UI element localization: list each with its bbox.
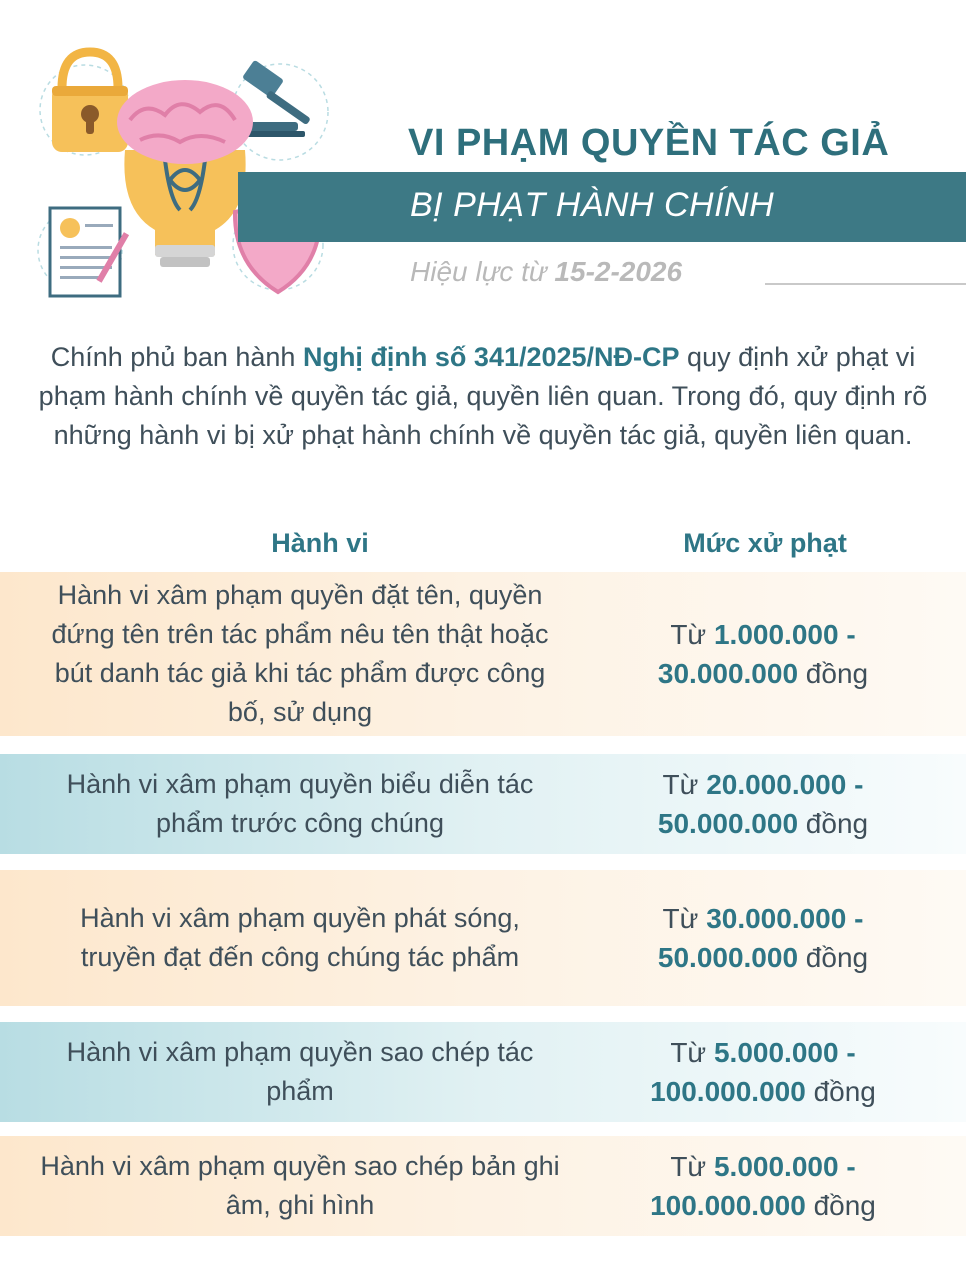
decree-number: Nghị định số 341/2025/NĐ-CP <box>302 342 680 372</box>
behavior-cell: Hành vi xâm phạm quyền biểu diễn tác phẩm trước công chúng <box>66 769 534 838</box>
page-subtitle: BỊ PHẠT HÀNH CHÍNH <box>410 186 775 224</box>
padlock-icon <box>52 52 128 152</box>
currency-unit: đồng <box>798 658 869 689</box>
behavior-cell: Hành vi xâm phạm quyền phát sóng, truyền đạt đến công chúng tác phẩm <box>80 903 520 972</box>
table-row <box>0 1136 966 1236</box>
penalty-dash: - <box>838 1151 856 1182</box>
penalty-max: 50.000.000 <box>657 808 799 839</box>
penalty-max: 30.000.000 <box>657 658 799 689</box>
effective-divider <box>765 283 966 285</box>
penalty-cell <box>590 870 936 1006</box>
penalty-dash: - <box>846 903 864 934</box>
page-title: VI PHẠM QUYỀN TÁC GIẢ <box>408 122 890 164</box>
penalty-min: 1.000.000 <box>713 619 839 650</box>
table-row <box>0 754 966 854</box>
penalty-max: 100.000.000 <box>650 1076 806 1107</box>
penalty-dash: - <box>838 1037 856 1068</box>
behavior-cell: Hành vi xâm phạm quyền đặt tên, quyền đứng tên trên tác phẩm nêu tên thật hoặc bút danh tác giả khi tác phẩm được công bố, sử dụng <box>51 580 549 727</box>
intro-text-2: quy định xử phạt vi phạm hành chính về quyền tác giả, quyền liên quan. Trong đó, quy định rõ những hành vi bị xử phạt hành chính về quyền tác giả, quyền liên quan. <box>38 342 928 450</box>
certificate-icon <box>50 208 129 296</box>
table-row <box>0 572 966 736</box>
column-header-behavior: Hành vi <box>271 528 369 558</box>
from-label: Từ <box>670 619 714 650</box>
currency-unit: đồng <box>805 1190 876 1221</box>
penalty-cell <box>590 1136 936 1236</box>
penalty-min: 30.000.000 <box>706 903 847 934</box>
from-label: Từ <box>670 1151 714 1182</box>
table-row <box>0 870 966 1006</box>
from-label: Từ <box>662 769 707 800</box>
penalty-min: 5.000.000 <box>713 1151 839 1182</box>
currency-unit: đồng <box>805 1076 876 1107</box>
column-header-penalty: Mức xử phạt <box>683 528 847 558</box>
from-label: Từ <box>662 903 707 934</box>
penalty-max: 100.000.000 <box>650 1190 806 1221</box>
penalty-min: 20.000.000 <box>706 769 847 800</box>
penalty-max: 50.000.000 <box>657 942 799 973</box>
penalty-dash: - <box>838 619 856 650</box>
brain-lightbulb-icon <box>117 80 253 267</box>
intro-paragraph <box>30 338 936 455</box>
behavior-cell: Hành vi xâm phạm quyền sao chép bản ghi âm, ghi hình <box>40 1151 560 1220</box>
intro-text-1: Chính phủ ban hành <box>50 342 303 372</box>
penalty-min: 5.000.000 <box>713 1037 839 1068</box>
penalty-cell <box>590 754 936 854</box>
behavior-cell: Hành vi xâm phạm quyền sao chép tác phẩm <box>66 1037 534 1106</box>
penalty-cell <box>590 1022 936 1122</box>
table-row <box>0 1022 966 1122</box>
from-label: Từ <box>670 1037 714 1068</box>
currency-unit: đồng <box>798 808 869 839</box>
currency-unit: đồng <box>798 942 869 973</box>
effective-date <box>410 256 682 288</box>
penalty-dash: - <box>846 769 864 800</box>
penalty-cell <box>590 572 936 736</box>
effective-prefix: Hiệu lực từ <box>410 256 555 287</box>
effective-date-value: 15-2-2026 <box>554 256 683 287</box>
